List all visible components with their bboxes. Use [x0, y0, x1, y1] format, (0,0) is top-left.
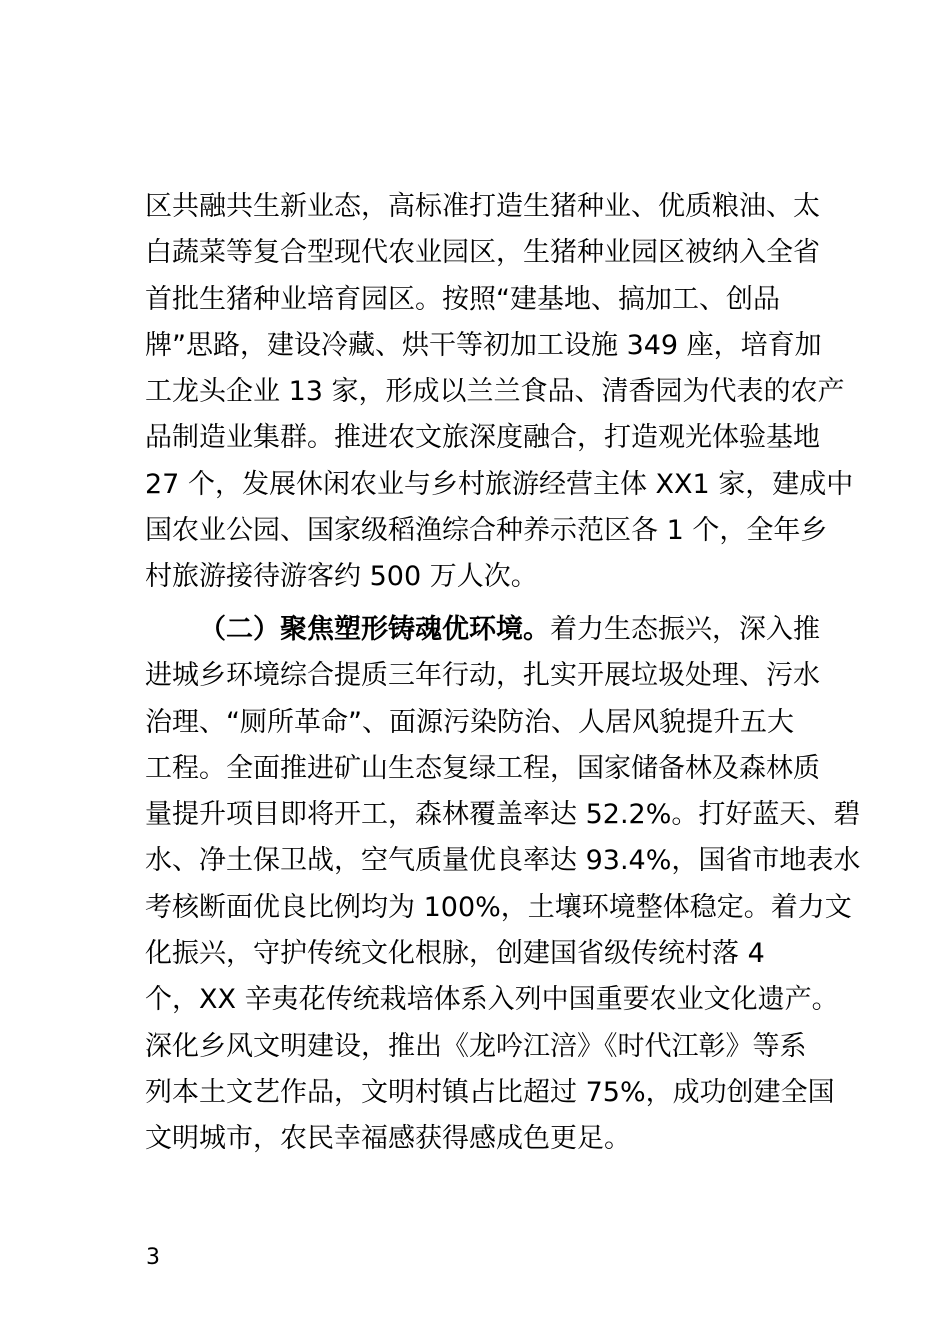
text-line: 水、净土保卫战，空气质量优良率达 93.4%，国省市地表水 [145, 845, 861, 877]
section-heading: （二）聚焦塑形铸魂优环境。 [199, 614, 550, 645]
text-line: 考核断面优良比例均为 100%，土壤环境整体稳定。着力文 [145, 891, 852, 923]
page-number: 3 [146, 1245, 160, 1270]
text-line: 化振兴，守护传统文化根脉，创建国省级传统村落 4 [145, 938, 765, 970]
text-line: 深化乡风文明建设，推出《龙吟江涪》《时代江彰》等系 [145, 1030, 807, 1062]
paragraph-agriculture-industry [145, 184, 854, 601]
text-line: 工龙头企业 13 家，形成以兰兰食品、清香园为代表的农产 [145, 376, 845, 408]
text-line: 国农业公园、国家级稻渔综合种养示范区各 1 个，全年乡 [145, 515, 828, 547]
text-line: 治理、“厕所革命”、面源污染防治、人居风貌提升五大 [145, 706, 794, 738]
text-line: 量提升项目即将开工，森林覆盖率达 52.2%。打好蓝天、碧 [145, 799, 861, 831]
text-line: 工程。全面推进矿山生态复绿工程，国家储备林及森林质 [145, 752, 820, 784]
text-line: 白蔬菜等复合型现代农业园区，生猪种业园区被纳入全省 [145, 237, 820, 269]
text-line: 村旅游接待游客约 500 万人次。 [145, 561, 538, 593]
paragraph-first-line [145, 607, 820, 653]
text-line: 个，XX 辛夷花传统栽培体系入列中国重要农业文化遗产。 [145, 984, 839, 1016]
text-span: 着力生态振兴，深入推 [550, 614, 820, 645]
text-line: 文明城市，农民幸福感获得感成色更足。 [145, 1123, 631, 1155]
text-line: 进城乡环境综合提质三年行动，扎实开展垃圾处理、污水 [145, 660, 820, 692]
text-line: 牌”思路，建设冷藏、烘干等初加工设施 349 座，培育加 [145, 329, 822, 361]
text-line: 区共融共生新业态，高标准打造生猪种业、优质粮油、太 [145, 191, 820, 222]
text-line: 27 个，发展休闲农业与乡村旅游经营主体 XX1 家，建成中 [145, 468, 854, 500]
text-line: 首批生猪种业培育园区。按照“建基地、搞加工、创品 [145, 283, 780, 315]
paragraph-environment [145, 607, 861, 1163]
text-line: 品制造业集群。推进农文旅深度融合，打造观光体验基地 [145, 422, 820, 454]
text-line: 列本土文艺作品，文明村镇占比超过 75%，成功创建全国 [145, 1076, 835, 1108]
